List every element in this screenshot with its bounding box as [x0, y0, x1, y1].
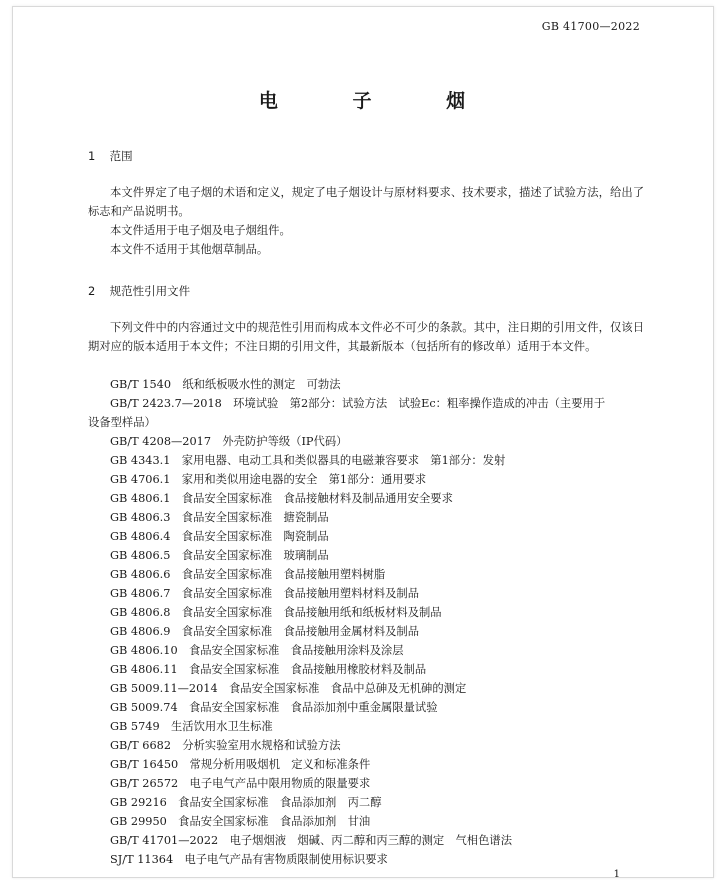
reference-title: 食品安全国家标准 食品添加剂中重金属限量试验 [188, 701, 438, 714]
reference-code: GB 4806.6 [110, 568, 171, 581]
reference-item [110, 527, 644, 546]
reference-item [110, 812, 644, 831]
reference-item [110, 660, 644, 679]
reference-item [110, 489, 644, 508]
reference-title: 外壳防护等级（IP代码） [222, 435, 348, 448]
reference-title: 家用电器、电动工具和类似器具的电磁兼容要求 第1部分：发射 [181, 454, 506, 467]
reference-item [88, 394, 644, 432]
reference-title-continued: 设备型样品） [88, 416, 156, 429]
scope-paragraph-1: 本文件界定了电子烟的术语和定义，规定了电子烟设计与原材料要求、技术要求，描述了试验方法，给出了标志和产品说明书。 [88, 186, 644, 218]
reference-item [110, 584, 644, 603]
reference-code: GB 4806.5 [110, 549, 171, 562]
section-number: 1 [88, 149, 96, 163]
reference-code: GB 4806.4 [110, 530, 171, 543]
reference-code: GB 29950 [110, 815, 167, 828]
reference-code: GB 5009.74 [110, 701, 178, 714]
reference-item [110, 622, 644, 641]
reference-code: GB/T 26572 [110, 777, 179, 790]
reference-title: 食品安全国家标准 食品接触材料及制品通用安全要求 [181, 492, 453, 505]
reference-item [110, 508, 644, 527]
reference-code: GB/T 41701—2022 [110, 834, 219, 847]
reference-code: GB 4806.7 [110, 587, 171, 600]
reference-title: 食品安全国家标准 食品接触用塑料树脂 [181, 568, 386, 581]
reference-title: 食品安全国家标准 食品接触用涂料及涂层 [188, 644, 404, 657]
reference-title: 食品安全国家标准 食品接触用橡胶材料及制品 [188, 663, 427, 676]
reference-title: 食品安全国家标准 食品接触用塑料材料及制品 [181, 587, 420, 600]
reference-code: GB 4806.11 [110, 663, 178, 676]
reference-title: 分析实验室用水规格和试验方法 [182, 739, 341, 752]
reference-item [110, 698, 644, 717]
reference-code: GB/T 6682 [110, 739, 172, 752]
section-title: 范围 [109, 149, 133, 163]
reference-code: SJ/T 11364 [110, 853, 174, 866]
scope-paragraph-2: 本文件适用于电子烟及电子烟组件。 [110, 224, 291, 237]
reference-title: 食品安全国家标准 食品添加剂 丙二醇 [178, 796, 382, 809]
reference-item [110, 793, 644, 812]
reference-title: 食品安全国家标准 食品接触用金属材料及制品 [181, 625, 420, 638]
reference-title: 食品安全国家标准 玻璃制品 [181, 549, 329, 562]
reference-code: GB 4343.1 [110, 454, 171, 467]
reference-item [110, 375, 644, 394]
section-number: 2 [88, 284, 96, 298]
reference-title: 电子电气产品有害物质限制使用标识要求 [184, 853, 388, 866]
reference-item [110, 831, 644, 850]
reference-code: GB/T 16450 [110, 758, 179, 771]
references-intro: 下列文件中的内容通过文中的规范性引用而构成本文件必不可少的条款。其中，注日期的引用文件，仅该日期对应的版本适用于本文件；不注日期的引用文件，其最新版本（包括所有的修改单）适用于本文件。 [88, 321, 644, 353]
reference-title: 食品安全国家标准 陶瓷制品 [181, 530, 329, 543]
reference-title: 食品安全国家标准 食品接触用纸和纸板材料及制品 [181, 606, 442, 619]
reference-item [110, 679, 644, 698]
section-1-heading [88, 148, 133, 164]
reference-code: GB 5009.11—2014 [110, 682, 218, 695]
reference-code: GB 4806.1 [110, 492, 171, 505]
reference-code: GB 4706.1 [110, 473, 171, 486]
reference-title: 环境试验 第2部分：试验方法 试验Ec：粗率操作造成的冲击（主要用于 [233, 397, 606, 410]
reference-title: 食品安全国家标准 食品添加剂 甘油 [178, 815, 371, 828]
reference-item [110, 603, 644, 622]
reference-code: GB 4806.3 [110, 511, 171, 524]
reference-item [110, 432, 644, 451]
reference-title: 常规分析用吸烟机 定义和标准条件 [189, 758, 371, 771]
reference-title: 电子烟烟液 烟碱、丙二醇和丙三醇的测定 气相色谱法 [229, 834, 512, 847]
reference-title: 食品安全国家标准 搪瓷制品 [181, 511, 329, 524]
reference-item [110, 717, 644, 736]
scope-paragraph-3: 本文件不适用于其他烟草制品。 [110, 243, 269, 256]
reference-title: 纸和纸板吸水性的测定 可勃法 [182, 378, 341, 391]
reference-title: 生活饮用水卫生标准 [170, 720, 273, 733]
reference-item [110, 546, 644, 565]
reference-code: GB 4806.8 [110, 606, 171, 619]
reference-code: GB 4806.9 [110, 625, 171, 638]
reference-item [110, 774, 644, 793]
reference-item [110, 850, 644, 869]
reference-code: GB/T 2423.7—2018 [110, 397, 222, 410]
standard-code: GB 41700—2022 [541, 20, 640, 33]
reference-item [110, 565, 644, 584]
reference-item [110, 755, 644, 774]
reference-item [110, 470, 644, 489]
reference-code: GB 4806.10 [110, 644, 178, 657]
page-number: 1 [613, 869, 620, 880]
reference-item [110, 736, 644, 755]
reference-item [110, 641, 644, 660]
reference-code: GB 29216 [110, 796, 167, 809]
section-title: 规范性引用文件 [109, 284, 191, 298]
reference-item [110, 451, 644, 470]
section-2-heading [88, 283, 190, 299]
document-title: 电 子 烟 [258, 90, 500, 112]
reference-title: 食品安全国家标准 食品中总砷及无机砷的测定 [229, 682, 467, 695]
reference-code: GB 5749 [110, 720, 160, 733]
reference-code: GB/T 1540 [110, 378, 172, 391]
reference-title: 电子电气产品中限用物质的限量要求 [189, 777, 371, 790]
reference-code: GB/T 4208—2017 [110, 435, 212, 448]
reference-title: 家用和类似用途电器的安全 第1部分：通用要求 [181, 473, 427, 486]
